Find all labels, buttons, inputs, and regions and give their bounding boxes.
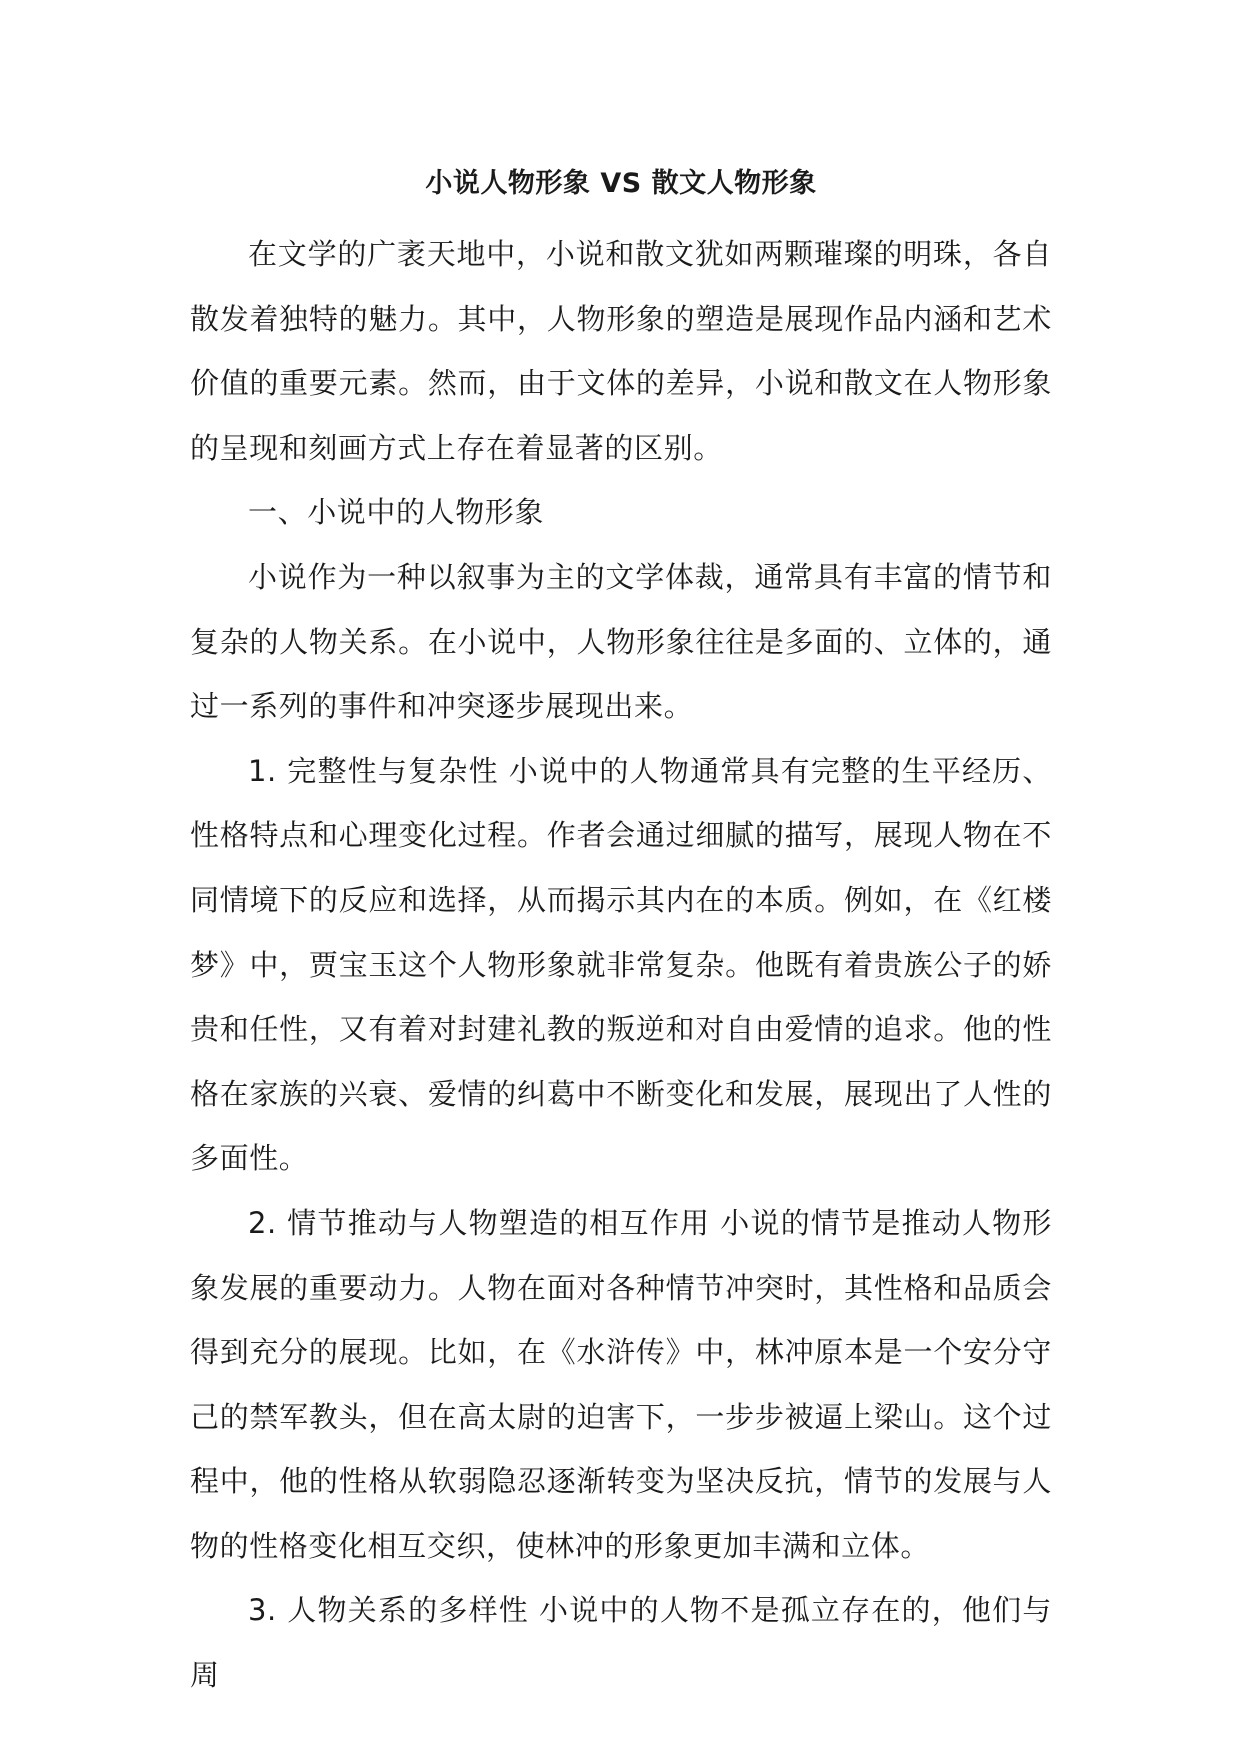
section-intro-paragraph: 小说作为一种以叙事为主的文学体裁，通常具有丰富的情节和复杂的人物关系。在小说中，人物形象往往是多面的、立体的，通过一系列的事件和冲突逐步展现出来。	[190, 559, 1052, 724]
list-item-label: 2. 情节推动与人物塑造的相互作用	[248, 1205, 711, 1240]
document-body	[190, 160, 1052, 1708]
list-item-text: 小说中的人物不是孤立存在的，他们与周	[190, 1593, 1052, 1693]
list-item-text: 小说的情节是推动人物形象发展的重要动力。人物在面对各种情节冲突时，其性格和品质会得到充分的展现。比如，在《水浒传》中，林冲原本是一个安分守己的禁军教头，但在高太尉的迫害下，一步步被逼上梁山。这个过程中，他的性格从软弱隐忍逐渐转变为坚决反抗，情节的发展与人物的性格变化相互交织，使林冲的形象更加丰满和立体。	[190, 1205, 1052, 1563]
section-heading: 一、小说中的人物形象	[248, 495, 545, 530]
list-item-text: 小说中的人物通常具有完整的生平经历、性格特点和心理变化过程。作者会通过细腻的描写，展现人物在不同情境下的反应和选择，从而揭示其内在的本质。例如，在《红楼梦》中，贾宝玉这个人物形象就非常复杂。他既有着贵族公子的娇贵和任性，又有着对封建礼教的叛逆和对自由爱情的追求。他的性格在家族的兴衰、爱情的纠葛中不断变化和发展，展现出了人性的多面性。	[190, 753, 1052, 1176]
document-title: 小说人物形象 VS 散文人物形象	[425, 168, 817, 199]
list-item-2	[190, 1191, 1052, 1579]
list-item-label: 3. 人物关系的多样性	[248, 1593, 529, 1628]
intro-paragraph: 在文学的广袤天地中，小说和散文犹如两颗璀璨的明珠，各自散发着独特的魅力。其中，人物形象的塑造是展现作品内涵和艺术价值的重要元素。然而，由于文体的差异，小说和散文在人物形象的呈现和刻画方式上存在着显著的区别。	[190, 237, 1052, 465]
list-item-3	[190, 1578, 1052, 1707]
list-item-1	[190, 739, 1052, 1191]
list-item-label: 1. 完整性与复杂性	[248, 753, 499, 788]
